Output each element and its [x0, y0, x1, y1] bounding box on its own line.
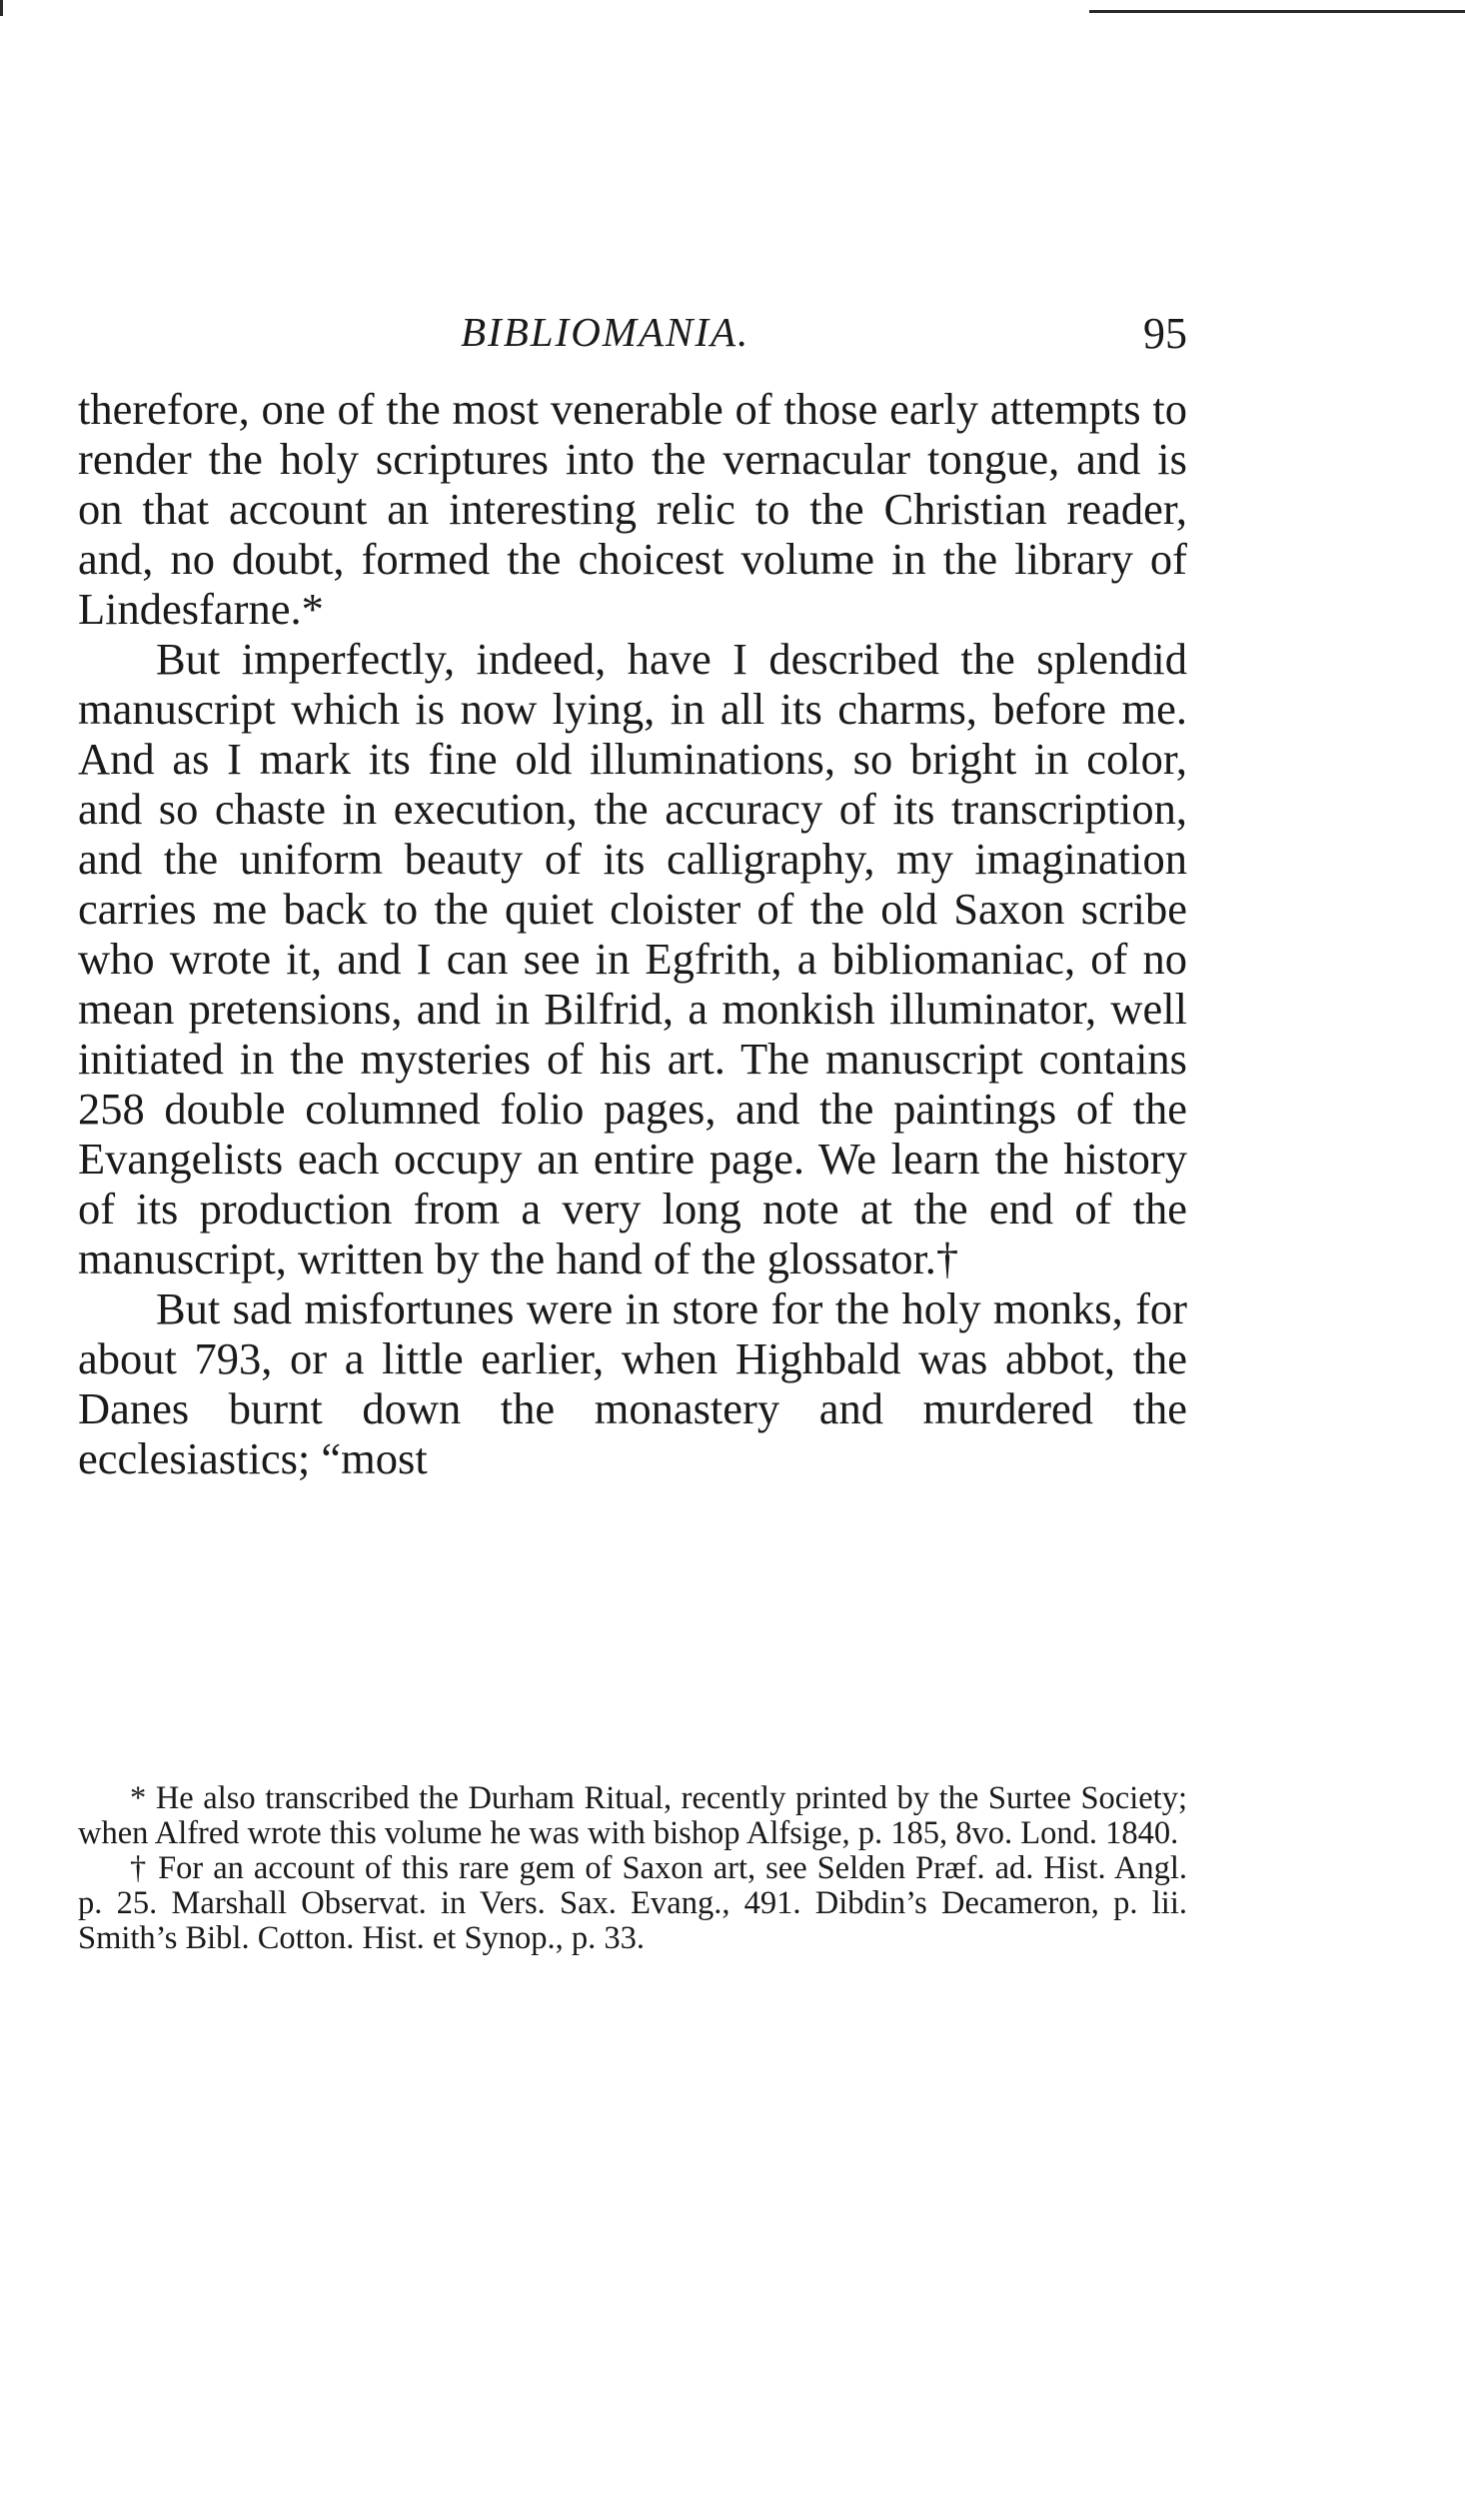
- paragraph: But imperfectly, indeed, have I described the splendid manuscript which is now lying, in all its charms, before me. And as I mark its fine old illuminations, so bright in color, and so chaste in execution, the accuracy of its transcription, and the uniform beauty of its calligraphy, my imagination carries me back to the quiet cloister of the old Saxon scribe who wrote it, and I can see in Egfrith, a bibliomaniac, of no mean pretensions, and in Bilfrid, a monkish illuminator, well initiated in the mysteries of his art. The manuscript contains 258 double columned folio pages, and the paintings of the Evangelists each occupy an entire page. We learn the history of its production from a very long note at the end of the manuscript, written by the hand of the glossator.†: [78, 634, 1187, 1283]
- footnote-dagger: † For an account of this rare gem of Saxon art, see Selden Præf. ad. Hist. Angl. p. 25. Marshall Observat. in Vers. Sax. Evang., 491. Dibdin’s Decameron, p. lii. Smith’s Bibl. Cotton. Hist. et Synop., p. 33.: [78, 1850, 1187, 1956]
- running-header: [78, 308, 1187, 368]
- paragraph: But sad misfortunes were in store for the holy monks, for about 793, or a little earlier, when Highbald was abbot, the Danes burnt down the monastery and murdered the ecclesiastics; “most: [78, 1283, 1187, 1483]
- paragraph-continued: therefore, one of the most venerable of those early attempts to render the holy scriptures into the vernacular tongue, and is on that account an interesting relic to the Christian reader, and, no doubt, formed the choicest volume in the library of Lindesfarne.*: [78, 384, 1187, 634]
- page-edge-rule: [1089, 10, 1465, 13]
- footnotes: [78, 1781, 1187, 1956]
- main-text: [78, 384, 1187, 1483]
- running-title: BIBLIOMANIA.: [461, 309, 750, 355]
- footnote-asterisk: * He also transcribed the Durham Ritual, recently printed by the Surtee Society; when Alfred wrote this volume he was with bishop Alfsige, p. 185, 8vo. Lond. 1840.: [78, 1780, 1187, 1851]
- page-edge-mark: [0, 0, 3, 16]
- page-number: 95: [1143, 309, 1187, 358]
